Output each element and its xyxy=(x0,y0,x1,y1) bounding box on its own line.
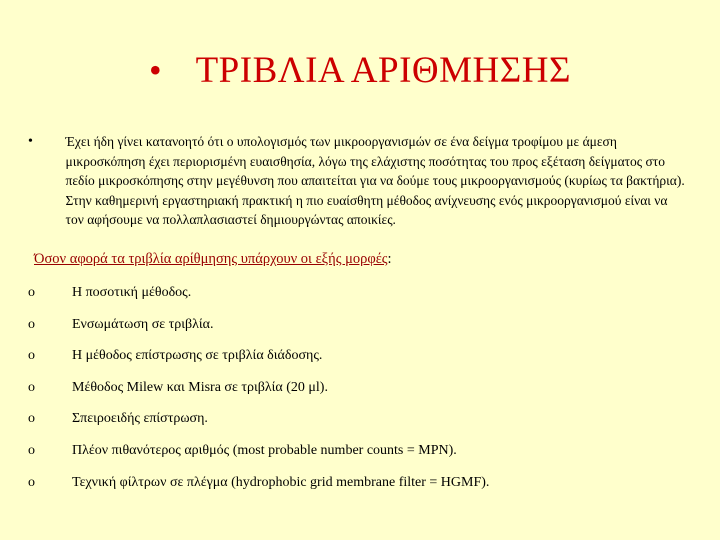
method-bullet: o xyxy=(28,348,35,364)
title-row xyxy=(0,40,720,100)
method-item xyxy=(28,406,489,432)
intro-bullet: • xyxy=(28,134,33,149)
method-bullet: o xyxy=(28,442,35,458)
method-item xyxy=(28,280,489,306)
method-bullet: o xyxy=(28,285,35,300)
slide-title: ΤΡΙΒΛΙΑ ΑΡΙΘΜΗΣΗΣ xyxy=(195,49,572,91)
method-label: Μέθοδος Milew και Misra σε τριβλία (20 μl). xyxy=(72,379,328,395)
forms-heading-text: Όσον αφορά τα τριβλία αρίθμησης υπάρχουν οι εξής μορφές xyxy=(34,251,388,267)
method-item xyxy=(28,375,489,401)
method-label: Η ποσοτική μέθοδος. xyxy=(72,285,192,300)
forms-heading xyxy=(34,251,392,268)
method-bullet: o xyxy=(28,411,35,427)
method-label: Σπειροειδής επίστρωση. xyxy=(72,411,208,427)
intro-paragraph xyxy=(28,132,688,230)
title-bullet: • xyxy=(148,50,162,90)
method-item xyxy=(28,438,489,464)
method-label: Η μέθοδος επίστρωσης σε τριβλία διάδοσης. xyxy=(72,348,323,364)
method-item xyxy=(28,312,489,338)
method-item xyxy=(28,343,489,369)
method-bullet: o xyxy=(28,474,35,490)
method-label: Ενσωμάτωση σε τριβλία. xyxy=(72,316,214,332)
method-label: Πλέον πιθανότερος αριθμός (most probable number counts = MPN). xyxy=(72,442,457,458)
method-item xyxy=(28,470,489,496)
methods-list xyxy=(28,280,489,501)
method-bullet: o xyxy=(28,316,35,332)
method-label: Τεχνική φίλτρων σε πλέγμα (hydrophobic grid membrane filter = HGMF). xyxy=(72,474,490,490)
method-bullet: o xyxy=(28,379,35,395)
forms-heading-colon: : xyxy=(387,251,392,267)
intro-text: Έχει ήδη γίνει κατανοητό ότι ο υπολογισμός των μικροοργανισμών σε ένα δείγμα τροφίμου με άμεση μικροσκόπηση έχει περιορισμένη ευαισθησία, λόγω της ελάχιστης ποσότητας του προς εξέταση δείγματος στο πεδίο μικροσκόπησης στην μεγέθυνση που απαιτείται για να δούμε τους μικροοργανισμούς (κυρίως τα βακτήρια). Στην καθημερινή εργαστηριακή πρακτική η πιο ευαίσθητη μέθοδος ανίχνευσης ενός μικροοργανισμού είναι να τον αφήσουμε να πολλαπλασιαστεί δημιουργώντας αποικίες. xyxy=(65,134,685,227)
